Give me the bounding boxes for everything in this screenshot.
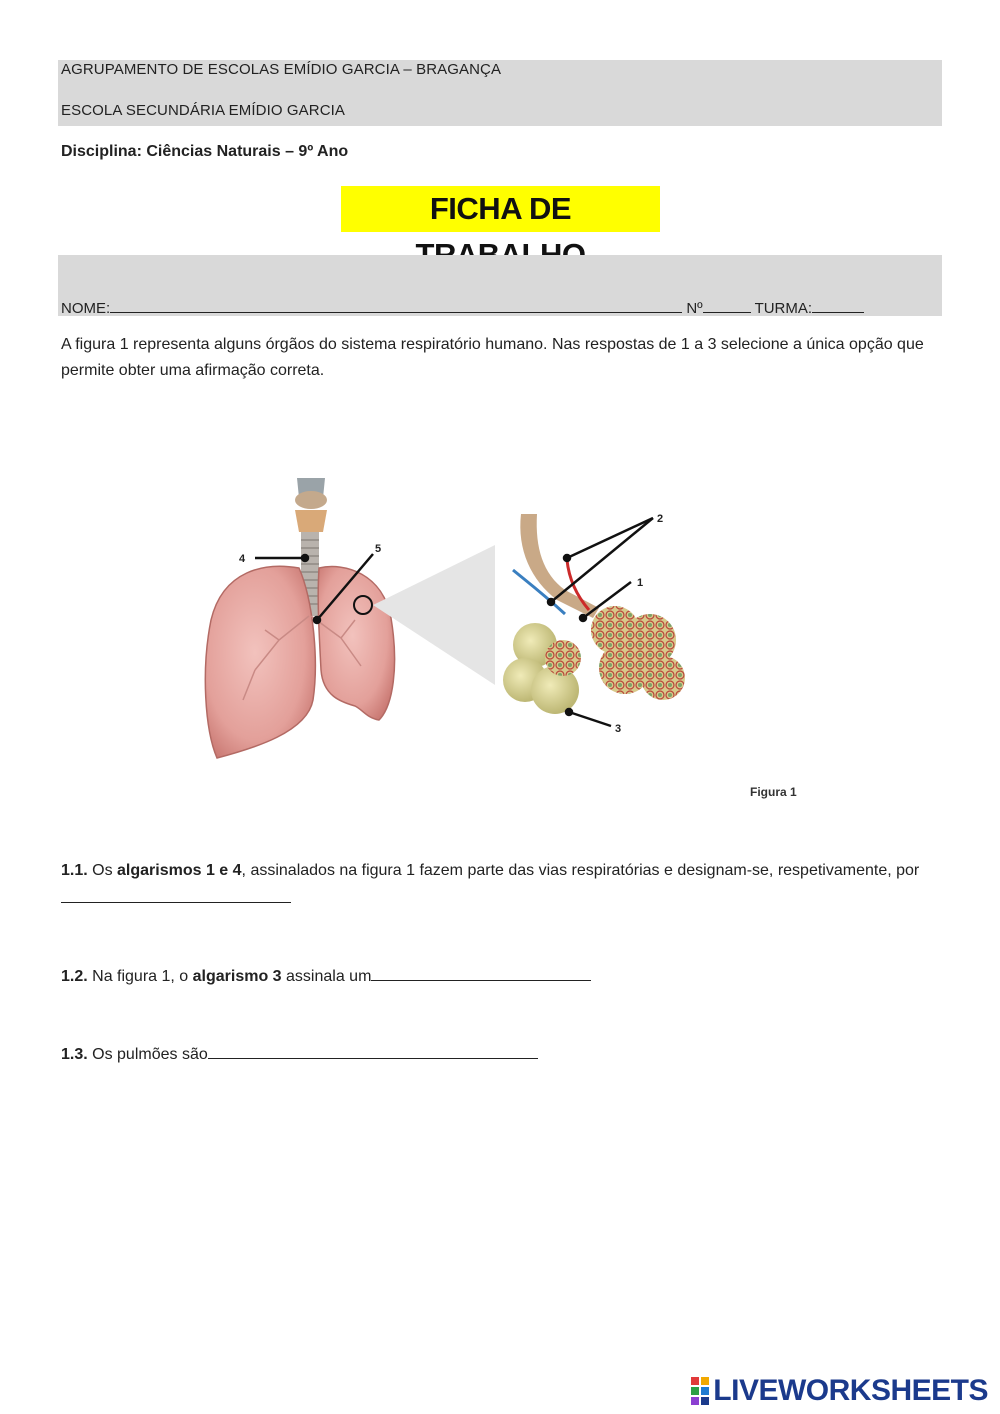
figure-label-1: 1 xyxy=(637,577,644,589)
question-number: 1.3. xyxy=(61,1046,88,1063)
name-label: NOME: xyxy=(61,300,111,317)
bronchiole xyxy=(513,514,599,618)
alveoli-cluster-right xyxy=(591,606,685,700)
class-field[interactable] xyxy=(812,294,864,313)
question-1-3: 1.3. Os pulmões são xyxy=(61,1040,941,1068)
discipline: Disciplina: Ciências Naturais – 9º Ano xyxy=(61,143,349,160)
answer-field-1-3[interactable] xyxy=(208,1040,538,1059)
class-label: TURMA: xyxy=(754,300,813,317)
intro-text: A figura 1 representa alguns órgãos do sistema respiratório humano. Nas respostas de 1 a 3 selecione a única opção que permite obter uma afirmação correta. xyxy=(61,336,924,379)
school-name: ESCOLA SECUNDÁRIA EMÍDIO GARCIA xyxy=(61,102,345,119)
alveoli-cluster-left xyxy=(503,623,581,714)
left-lung xyxy=(318,567,394,720)
figure-label-4: 4 xyxy=(239,553,246,565)
answer-field-1-1[interactable] xyxy=(61,884,291,903)
school-group-name: AGRUPAMENTO DE ESCOLAS EMÍDIO GARCIA – BRAGANÇA xyxy=(61,61,502,78)
respiratory-system-figure xyxy=(195,470,715,770)
figure-label-5: 5 xyxy=(375,543,382,555)
liveworksheets-logo xyxy=(691,1374,988,1408)
larynx xyxy=(295,478,327,532)
figure-label-2: 2 xyxy=(657,513,664,525)
question-1-2: 1.2. Na figura 1, o algarismo 3 assinala um xyxy=(61,962,941,990)
question-number: 1.1. xyxy=(61,862,88,879)
question-number: 1.2. xyxy=(61,968,88,985)
brand-name: LIVEWORKSHEETS xyxy=(713,1374,988,1407)
answer-field-1-2[interactable] xyxy=(371,962,591,981)
name-field[interactable] xyxy=(110,294,682,313)
logo-blocks-icon xyxy=(691,1377,709,1405)
number-label: Nº xyxy=(686,300,703,317)
right-lung xyxy=(205,566,315,758)
number-field[interactable] xyxy=(703,294,751,313)
figure-label-3: 3 xyxy=(615,723,622,735)
student-info-line xyxy=(61,294,864,317)
figure-caption: Figura 1 xyxy=(750,785,797,799)
page-title: FICHA DE xyxy=(341,186,660,232)
question-1-1: 1.1. Os algarismos 1 e 4, assinalados na figura 1 fazem parte das vias respiratórias e designam-se, respetivamente, por xyxy=(61,858,941,912)
